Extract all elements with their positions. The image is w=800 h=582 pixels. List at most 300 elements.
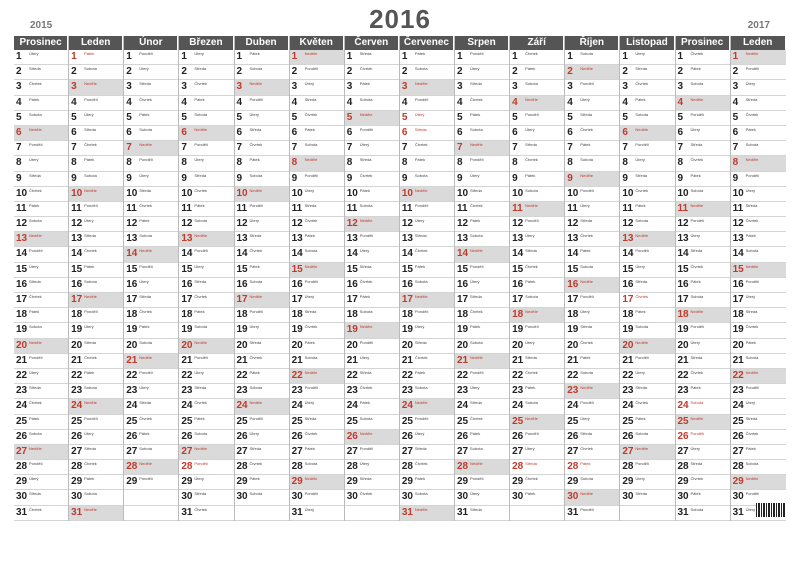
day-number: 26	[236, 430, 248, 442]
weekday-name: Sobota	[304, 248, 318, 254]
day-number: 9	[622, 172, 628, 184]
day-cell	[179, 217, 233, 232]
weekday-name: Pátek	[745, 233, 756, 239]
day-cell	[69, 354, 123, 369]
weekday-name: Pondělí	[635, 248, 649, 254]
day-cell	[510, 399, 564, 414]
day-number: 1	[567, 51, 573, 62]
weekday-name: Pondělí	[139, 51, 153, 56]
day-cell	[235, 293, 289, 308]
day-cell	[400, 65, 454, 80]
day-cell	[676, 369, 730, 384]
month-column	[69, 36, 124, 521]
day-number: 1	[16, 51, 22, 62]
day-number: 26	[677, 430, 689, 442]
weekday-name: Úterý	[194, 263, 204, 269]
day-cell	[124, 96, 178, 111]
day-cell	[731, 172, 786, 187]
day-number: 15	[346, 263, 358, 275]
weekday-name: Úterý	[745, 294, 756, 299]
day-cell	[455, 172, 509, 187]
day-number: 17	[181, 294, 193, 305]
day-number: 11	[677, 202, 689, 214]
day-number: 2	[16, 66, 22, 78]
weekday-name: Sobota	[29, 218, 42, 224]
day-cell	[731, 430, 786, 445]
day-cell	[290, 506, 344, 521]
day-number: 30	[291, 491, 303, 503]
day-number: 8	[346, 157, 353, 169]
day-cell	[676, 96, 730, 111]
day-number: 13	[126, 233, 138, 245]
day-number: 21	[622, 354, 634, 366]
weekday-name: Sobota	[470, 339, 483, 345]
weekday-name: Pondělí	[525, 430, 539, 436]
weekday-name: Čtvrtek	[84, 354, 97, 360]
weekday-name: Čtvrtek	[139, 96, 152, 102]
day-cell	[620, 308, 674, 323]
weekday-name: Pondělí	[745, 278, 760, 284]
weekday-name: Čtvrtek	[690, 157, 704, 163]
day-cell	[731, 263, 786, 278]
day-number: 13	[346, 233, 358, 245]
day-cell	[179, 156, 233, 171]
weekday-name: Neděle	[745, 369, 759, 375]
day-number: 9	[732, 172, 739, 184]
day-cell	[69, 187, 123, 202]
weekday-name: Neděle	[249, 400, 263, 406]
day-number: 5	[677, 111, 684, 123]
weekday-name: Sobota	[580, 157, 593, 163]
day-number: 25	[71, 415, 83, 427]
day-number: 5	[567, 111, 573, 123]
day-cell	[14, 65, 68, 80]
day-cell	[345, 263, 399, 278]
weekday-name: Pondělí	[84, 202, 98, 208]
day-cell	[290, 278, 344, 293]
day-number: 5	[346, 111, 353, 123]
day-cell	[676, 339, 730, 354]
day-number: 7	[291, 142, 298, 154]
day-cell	[345, 50, 399, 65]
day-cell	[179, 111, 233, 126]
day-cell	[565, 202, 619, 217]
weekday-name: Sobota	[194, 218, 208, 224]
day-cell	[345, 96, 399, 111]
day-number: 13	[622, 233, 634, 245]
weekday-name: Úterý	[84, 111, 94, 117]
weekday-name: Čtvrtek	[414, 461, 428, 467]
day-number: 4	[622, 96, 628, 108]
day-number: 12	[236, 218, 248, 230]
day-number: 2	[732, 66, 739, 78]
month-header: Duben	[235, 36, 289, 50]
day-cell	[179, 460, 233, 475]
day-cell	[14, 50, 68, 65]
day-number: 26	[401, 430, 413, 442]
day-cell	[565, 126, 619, 141]
day-number: 27	[622, 445, 634, 457]
day-number: 12	[291, 218, 303, 230]
day-cell	[14, 415, 68, 430]
day-number: 8	[457, 157, 463, 169]
day-cell	[69, 50, 123, 65]
weekday-name: Sobota	[359, 309, 373, 315]
weekday-name: Sobota	[525, 294, 538, 299]
day-cell	[14, 217, 68, 232]
day-number: 21	[732, 354, 744, 366]
day-cell	[510, 187, 564, 202]
day-cell	[14, 323, 68, 338]
weekday-name: Neděle	[580, 172, 593, 178]
day-number: 26	[16, 430, 28, 442]
day-number: 12	[401, 218, 413, 230]
day-number: 11	[291, 202, 303, 214]
day-number: 11	[567, 202, 578, 214]
weekday-name: Středa	[139, 187, 152, 193]
day-cell	[731, 323, 786, 338]
weekday-name: Sobota	[635, 218, 649, 224]
day-cell	[400, 278, 454, 293]
day-cell	[455, 354, 509, 369]
weekday-name: Středa	[745, 309, 758, 315]
weekday-name: Sobota	[304, 461, 318, 467]
weekday-name: Úterý	[304, 187, 315, 193]
day-number: 7	[236, 142, 243, 154]
day-number: 29	[567, 476, 579, 488]
day-number: 31	[677, 506, 689, 518]
day-cell	[235, 506, 289, 521]
day-number: 28	[16, 461, 28, 473]
day-cell	[565, 156, 619, 171]
day-number: 23	[677, 385, 689, 397]
day-number: 24	[126, 400, 138, 412]
day-number: 25	[126, 415, 138, 427]
day-cell	[620, 339, 674, 354]
day-cell	[620, 187, 674, 202]
day-cell	[345, 278, 399, 293]
weekday-name: Sobota	[304, 354, 318, 360]
weekday-name: Středa	[690, 354, 703, 360]
weekday-name: Pondělí	[359, 339, 374, 345]
day-cell	[14, 80, 68, 95]
weekday-name: Neděle	[525, 415, 538, 421]
day-number: 7	[181, 142, 187, 154]
weekday-name: Sobota	[470, 233, 483, 239]
day-number: 4	[732, 96, 739, 108]
day-cell	[676, 187, 730, 202]
day-cell	[620, 156, 674, 171]
day-number: 31	[291, 506, 303, 518]
day-cell	[235, 80, 289, 95]
day-number: 21	[236, 354, 248, 366]
day-number: 8	[126, 157, 132, 169]
day-number: 17	[457, 294, 469, 305]
day-cell	[14, 263, 68, 278]
weekday-name: Čtvrtek	[580, 126, 593, 132]
day-number: 27	[16, 445, 28, 457]
weekday-name: Středa	[29, 172, 41, 178]
weekday-name: Úterý	[194, 157, 204, 163]
day-cell	[179, 323, 233, 338]
weekday-name: Sobota	[84, 66, 97, 72]
day-cell	[290, 65, 344, 80]
weekday-name: Pátek	[635, 96, 646, 102]
weekday-name: Pátek	[139, 111, 150, 117]
weekday-name: Úterý	[84, 218, 94, 224]
day-cell	[345, 430, 399, 445]
day-number: 29	[401, 476, 413, 488]
day-cell	[235, 278, 289, 293]
day-number: 10	[567, 187, 579, 199]
day-cell	[400, 354, 454, 369]
weekday-name: Úterý	[635, 369, 645, 375]
weekday-name: Pondělí	[139, 369, 153, 375]
day-number: 18	[181, 309, 193, 321]
day-cell	[455, 293, 509, 308]
day-cell	[345, 187, 399, 202]
day-number: 4	[512, 96, 518, 108]
day-cell	[510, 293, 564, 308]
day-cell	[124, 65, 178, 80]
day-cell	[620, 50, 674, 65]
day-number: 29	[16, 476, 28, 488]
weekday-name: Neděle	[690, 309, 704, 315]
weekday-name: Sobota	[580, 369, 593, 375]
day-cell	[676, 202, 730, 217]
weekday-name: Středa	[580, 111, 593, 117]
day-cell	[620, 278, 674, 293]
day-number: 31	[457, 506, 469, 518]
weekday-name: Čtvrtek	[84, 461, 97, 467]
weekday-name: Pátek	[525, 66, 536, 72]
day-number: 4	[126, 96, 132, 108]
weekday-name: Pondělí	[194, 142, 208, 148]
weekday-name: Pondělí	[525, 111, 539, 117]
day-cell	[235, 96, 289, 111]
day-cell	[565, 65, 619, 80]
weekday-name: Pondělí	[525, 324, 539, 330]
day-number: 16	[346, 278, 358, 290]
weekday-name: Středa	[414, 445, 427, 451]
weekday-name: Úterý	[580, 96, 590, 102]
day-cell	[676, 384, 730, 399]
month-header: Únor	[124, 36, 178, 50]
day-cell	[179, 339, 233, 354]
day-number: 22	[291, 369, 303, 381]
weekday-name: Středa	[304, 202, 317, 208]
weekday-name: Pondělí	[745, 491, 760, 497]
day-number: 23	[732, 385, 744, 397]
day-cell	[345, 415, 399, 430]
day-cell	[676, 323, 730, 338]
weekday-name: Pondělí	[194, 248, 208, 254]
day-cell	[510, 111, 564, 126]
day-number: 19	[16, 324, 28, 336]
day-number: 6	[181, 126, 187, 138]
weekday-name: Středa	[139, 81, 152, 87]
weekday-name: Pondělí	[414, 309, 429, 315]
weekday-name: Pátek	[525, 278, 536, 284]
weekday-name: Pátek	[690, 385, 701, 391]
day-cell	[14, 460, 68, 475]
weekday-name: Neděle	[470, 248, 483, 254]
day-number: 23	[71, 385, 83, 397]
day-cell	[14, 384, 68, 399]
weekday-name: Úterý	[359, 461, 370, 467]
day-cell	[235, 187, 289, 202]
day-number: 31	[16, 506, 28, 518]
day-cell	[235, 232, 289, 247]
day-cell	[345, 172, 399, 187]
weekday-name: Neděle	[359, 324, 373, 330]
weekday-name: Pátek	[304, 233, 315, 239]
day-number: 8	[71, 157, 77, 169]
weekday-name: Pátek	[690, 172, 701, 178]
day-cell	[510, 172, 564, 187]
day-number: 25	[291, 415, 303, 427]
day-number: 8	[16, 157, 22, 169]
day-cell	[565, 111, 619, 126]
day-number: 29	[236, 476, 248, 488]
day-cell	[179, 354, 233, 369]
month-header: Leden	[731, 36, 786, 50]
day-number: 26	[457, 430, 469, 442]
day-number: 4	[567, 96, 573, 108]
weekday-name: Pátek	[139, 430, 150, 436]
weekday-name: Pátek	[745, 126, 756, 132]
weekday-name: Čtvrtek	[194, 81, 208, 87]
day-cell	[345, 323, 399, 338]
day-number: 6	[346, 126, 353, 138]
day-cell	[676, 50, 730, 65]
day-number: 23	[512, 385, 524, 397]
weekday-name: Neděle	[304, 157, 318, 163]
day-cell	[235, 399, 289, 414]
day-number: 21	[677, 354, 689, 366]
day-number: 12	[622, 218, 634, 230]
weekday-name: Neděle	[84, 294, 97, 299]
day-cell	[124, 415, 178, 430]
weekday-name: Úterý	[690, 233, 701, 239]
day-cell	[124, 263, 178, 278]
day-number: 23	[567, 385, 579, 397]
weekday-name: Neděle	[139, 461, 152, 467]
day-number: 20	[181, 339, 193, 351]
day-cell	[455, 156, 509, 171]
day-cell	[235, 490, 289, 505]
day-cell	[124, 232, 178, 247]
day-number: 5	[181, 111, 187, 123]
weekday-name: Čtvrtek	[470, 415, 483, 421]
weekday-name: Čtvrtek	[84, 248, 97, 254]
day-cell	[290, 415, 344, 430]
weekday-name: Úterý	[249, 324, 260, 330]
day-number: 20	[71, 339, 83, 351]
month-column	[124, 36, 179, 521]
day-number: 29	[71, 476, 83, 488]
day-number: 9	[512, 172, 518, 184]
weekday-name: Čtvrtek	[580, 339, 593, 345]
weekday-name: Středa	[359, 476, 372, 482]
weekday-name: Úterý	[414, 324, 425, 330]
day-number: 15	[567, 263, 579, 275]
day-cell	[14, 399, 68, 414]
weekday-name: Neděle	[635, 339, 649, 345]
day-cell	[14, 172, 68, 187]
weekday-name: Pondělí	[249, 415, 264, 421]
day-number: 3	[457, 81, 463, 93]
day-cell	[14, 354, 68, 369]
day-cell	[124, 111, 178, 126]
day-cell	[455, 490, 509, 505]
day-number: 20	[291, 339, 303, 351]
day-number: 22	[346, 369, 358, 381]
day-cell	[731, 415, 786, 430]
weekday-name: Pondělí	[139, 476, 153, 482]
day-number: 18	[236, 309, 248, 321]
day-number: 17	[346, 294, 358, 305]
month-header: Srpen	[455, 36, 509, 50]
day-number: 16	[457, 278, 469, 290]
day-cell	[565, 369, 619, 384]
day-number: 25	[677, 415, 689, 427]
day-cell	[69, 263, 123, 278]
day-cell	[69, 339, 123, 354]
weekday-name: Čtvrtek	[414, 142, 428, 148]
day-cell	[345, 384, 399, 399]
weekday-name: Pondělí	[84, 309, 98, 315]
weekday-name: Úterý	[139, 278, 149, 284]
day-number: 28	[181, 461, 193, 473]
day-number: 22	[236, 369, 248, 381]
day-cell	[620, 506, 674, 521]
weekday-name: Středa	[470, 400, 482, 406]
day-cell	[345, 65, 399, 80]
day-number: 28	[457, 461, 469, 473]
day-number: 24	[401, 400, 413, 412]
day-number: 12	[732, 218, 744, 230]
weekday-name: Pondělí	[690, 324, 705, 330]
day-cell	[565, 232, 619, 247]
weekday-name: Pondělí	[304, 172, 319, 178]
day-number: 17	[512, 294, 524, 305]
weekday-name: Neděle	[414, 187, 428, 193]
day-number: 9	[291, 172, 298, 184]
weekday-name: Pondělí	[745, 385, 760, 391]
day-number: 27	[732, 445, 744, 457]
weekday-name: Pondělí	[414, 202, 429, 208]
day-number: 17	[401, 294, 413, 305]
day-cell	[235, 339, 289, 354]
day-number: 1	[291, 51, 298, 62]
day-cell	[400, 232, 454, 247]
day-cell	[620, 217, 674, 232]
day-cell	[69, 323, 123, 338]
day-cell	[400, 399, 454, 414]
day-cell	[455, 415, 509, 430]
weekday-name: Sobota	[525, 187, 538, 193]
day-cell	[731, 460, 786, 475]
day-cell	[345, 80, 399, 95]
day-cell	[510, 369, 564, 384]
day-number: 28	[126, 461, 138, 473]
day-cell	[235, 202, 289, 217]
day-cell	[510, 323, 564, 338]
day-number: 5	[71, 111, 77, 123]
month-header: Říjen	[565, 36, 619, 50]
day-number: 30	[401, 491, 413, 503]
